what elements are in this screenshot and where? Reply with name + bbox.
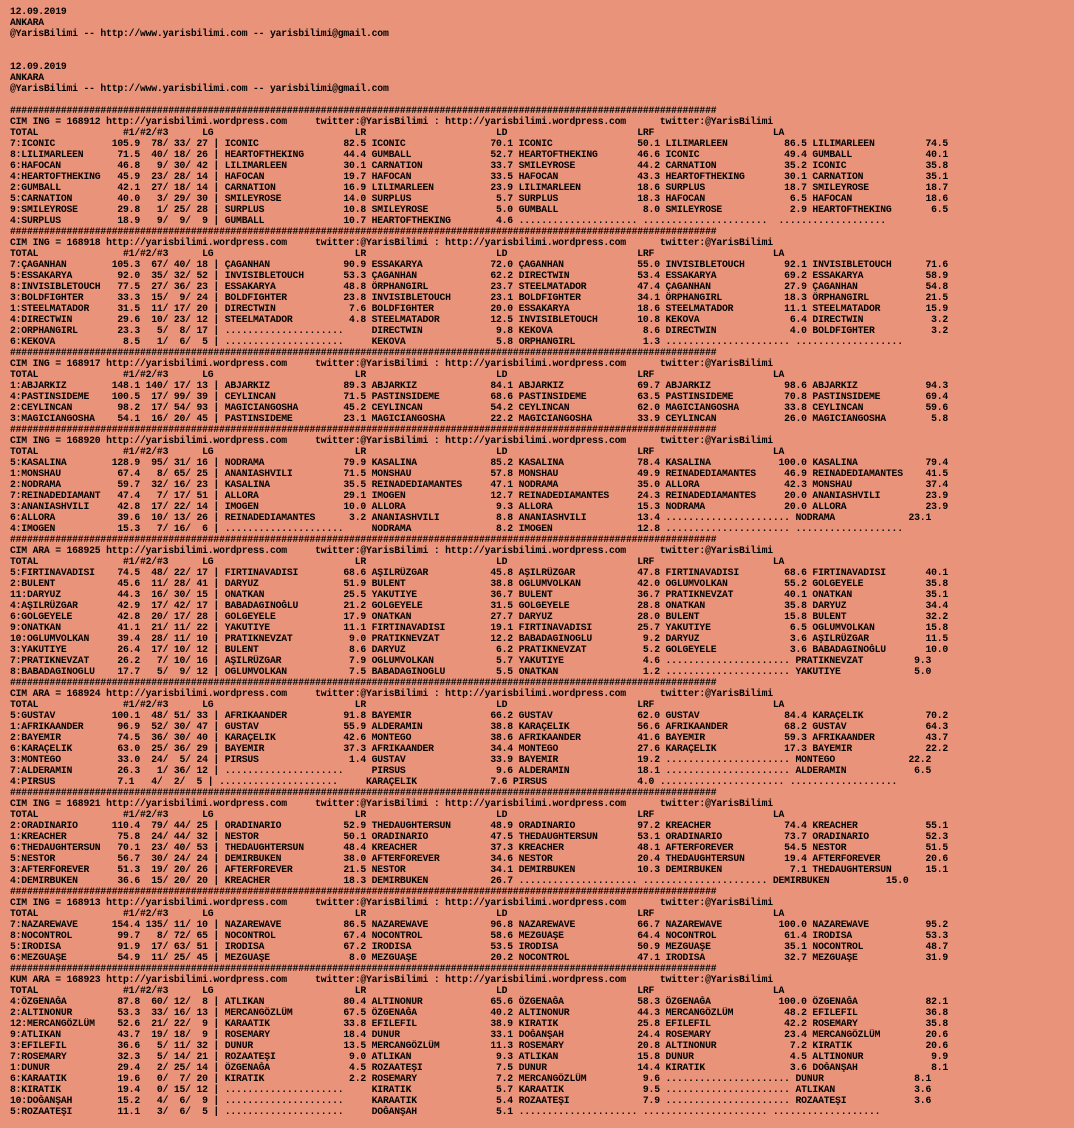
report-line: 6:KARAÇELIK 63.0 25/ 36/ 29 | BAYEMIR 37.3 AFRIKAANDER 34.4 MONTEGO 27.6 KARAÇELIK 17.3 BAYEMIR 22.2 xyxy=(10,743,949,754)
report-line: ANKARA xyxy=(10,72,44,83)
report-line: 12:MERCANGÖZLÜM 52.6 21/ 22/ 9 | KARAATIK 33.8 EFILEFIL 38.9 KIRATIK 25.8 EFILEFIL 42.2 ROSEMARY 35.8 xyxy=(10,1018,949,1029)
report-line: 10:DOĞANŞAH 15.2 4/ 6/ 9 | ..................... KARAATIK 5.4 ROZAATEŞI 7.9 ...................... ROZAATEŞI 3.6 xyxy=(10,1095,932,1106)
report-line: 4:PIRSUS 7.1 4/ 2/ 5 | ..................... KARAÇELIK 7.6 PIRSUS 4.0 ...................... ................... xyxy=(10,776,898,787)
report-line: 5:GUSTAV 100.1 48/ 51/ 33 | AFRIKAANDER 91.8 BAYEMIR 66.2 GUSTAV 62.0 GUSTAV 84.4 KARAÇELIK 70.2 xyxy=(10,710,949,721)
report-line: ANKARA xyxy=(10,17,44,28)
report-line: CIM ING = 168920 http://yarisbilimi.wordpress.com twitter:@YarisBilimi : http://yarisbilimi.wordpress.com twitter:@YarisBilimi xyxy=(10,435,773,446)
report-line: CIM ING = 168921 http://yarisbilimi.wordpress.com twitter:@YarisBilimi : http://yarisbilimi.wordpress.com twitter:@YarisBilimi xyxy=(10,798,773,809)
report-line: 7:NAZAREWAVE 154.4 135/ 11/ 10 | NAZAREWAVE 86.5 NAZAREWAVE 96.8 NAZAREWAVE 66.7 NAZAREWAVE 100.0 NAZAREWAVE 95.2 xyxy=(10,919,949,930)
report-line: CIM ARA = 168925 http://yarisbilimi.wordpress.com twitter:@YarisBilimi : http://yarisbilimi.wordpress.com twitter:@YarisBilimi xyxy=(10,545,773,556)
report-line: 4:HEARTOFTHEKING 45.9 23/ 28/ 14 | HAFOCAN 19.7 HAFOCAN 33.5 HAFOCAN 43.3 HEARTOFTHEKING 30.1 CARNATION 35.1 xyxy=(10,171,949,182)
separator-line: ############################################################################################################################# xyxy=(10,963,717,974)
report-line: 4:DIRECTWIN 29.6 10/ 23/ 12 | STEELMATADOR 4.8 STEELMATADOR 12.5 INVISIBLETOUCH 10.8 KEKOVA 6.4 DIRECTWIN 3.2 xyxy=(10,314,949,325)
report-line: 2:NODRAMA 59.7 32/ 16/ 23 | KASALINA 35.5 REINADEDIAMANTES 47.1 NODRAMA 35.0 ALLORA 42.3 MONSHAU 37.4 xyxy=(10,479,949,490)
report-line: 6:HAFOCAN 46.8 9/ 30/ 42 | LILIMARLEEN 30.1 CARNATION 33.7 SMILEYROSE 44.2 CARNATION 35.2 ICONIC 35.8 xyxy=(10,160,949,171)
report-line: 1:STEELMATADOR 31.5 11/ 17/ 20 | DIRECTWIN 7.6 BOLDFIGHTER 20.0 ESSAKARYA 18.6 STEELMATADOR 11.1 STEELMATADOR 15.9 xyxy=(10,303,949,314)
report-line: CIM ING = 168917 http://yarisbilimi.wordpress.com twitter:@YarisBilimi : http://yarisbilimi.wordpress.com twitter:@YarisBilimi xyxy=(10,358,773,369)
report-line: 7:ROSEMARY 32.3 5/ 14/ 21 | ROZAATEŞI 9.0 ATLIKAN 9.3 ATLIKAN 15.8 DUNUR 4.5 ALTINONUR 9.9 xyxy=(10,1051,949,1062)
report-line: 9:SMILEYROSE 29.8 1/ 25/ 28 | SURPLUS 10.8 SMILEYROSE 5.0 GUMBALL 8.0 SMILEYROSE 2.9 HEARTOFTHEKING 6.5 xyxy=(10,204,949,215)
separator-line: ############################################################################################################################# xyxy=(10,424,717,435)
report-line: 1:KREACHER 75.8 24/ 44/ 32 | NESTOR 50.1 ORADINARIO 47.5 THEDAUGHTERSUN 53.1 ORADINARIO 73.7 ORADINARIO 52.3 xyxy=(10,831,949,842)
report-line: 12.09.2019 xyxy=(10,6,67,17)
report-line: TOTAL #1/#2/#3 LG LR LD LRF LA xyxy=(10,127,785,138)
report-line: TOTAL #1/#2/#3 LG LR LD LRF LA xyxy=(10,369,785,380)
report-line: 5:CARNATION 40.0 3/ 29/ 30 | SMILEYROSE 14.0 SURPLUS 5.7 SURPLUS 18.3 HAFOCAN 6.5 HAFOCAN 18.6 xyxy=(10,193,949,204)
report-line: 6:THEDAUGHTERSUN 70.1 23/ 40/ 53 | THEDAUGHTERSUN 48.4 KREACHER 37.3 KREACHER 48.1 AFTERFOREVER 54.5 NESTOR 51.5 xyxy=(10,842,949,853)
report-line: 2:GUMBALL 42.1 27/ 18/ 14 | CARNATION 16.9 LILIMARLEEN 23.9 LILIMARLEEN 18.6 SURPLUS 18.7 SMILEYROSE 18.7 xyxy=(10,182,949,193)
report-line: 2:ORPHANGIRL 23.3 5/ 8/ 17 | ..................... DIRECTWIN 9.8 KEKOVA 8.6 DIRECTWIN 4.0 BOLDFIGHTER 3.2 xyxy=(10,325,949,336)
report-line: 3:MAGICIANGOSHA 54.1 16/ 20/ 45 | PASTINSIDEME 23.1 MAGICIANGOSHA 22.2 MAGICIANGOSHA 33.9 CEYLINCAN 26.0 MAGICIANGOSHA 5.8 xyxy=(10,413,949,424)
report-line: 1:AFRIKAANDER 96.9 52/ 30/ 47 | GUSTAV 55.9 ALDERAMIN 38.8 KARAÇELIK 56.6 AFRIKAANDER 68.2 GUSTAV 64.3 xyxy=(10,721,949,732)
report-line xyxy=(10,39,1074,50)
report-line: 1:DUNUR 29.4 2/ 25/ 14 | ÖZGENAĞA 4.5 ROZAATEŞI 7.5 DUNUR 14.4 KIRATIK 3.6 DOĞANŞAH 8.1 xyxy=(10,1062,949,1073)
report-line xyxy=(10,50,1074,61)
report-line: 2:BAYEMIR 74.5 36/ 30/ 40 | KARAÇELIK 42.6 MONTEGO 38.6 AFRIKAANDER 41.6 BAYEMIR 59.3 AFRIKAANDER 43.7 xyxy=(10,732,949,743)
report-line: 6:KEKOVA 8.5 1/ 6/ 5 | ..................... KEKOVA 5.8 ORPHANGIRL 1.3 ...................... ................... xyxy=(10,336,903,347)
report-line: TOTAL #1/#2/#3 LG LR LD LRF LA xyxy=(10,446,785,457)
report-line: 4:PASTINSIDEME 100.5 17/ 99/ 39 | CEYLINCAN 71.5 PASTINSIDEME 68.6 PASTINSIDEME 63.5 PASTINSIDEME 70.8 PASTINSIDEME 69.4 xyxy=(10,391,949,402)
report-line: 2:CEYLINCAN 98.2 17/ 54/ 93 | MAGICIANGOSHA 45.2 CEYLINCAN 54.2 CEYLINCAN 62.0 MAGICIANGOSHA 33.8 CEYLINCAN 59.6 xyxy=(10,402,949,413)
report-line: 3:BOLDFIGHTER 33.3 15/ 9/ 24 | BOLDFIGHTER 23.8 INVISIBLETOUCH 23.1 BOLDFIGHTER 34.1 ÖRPHANGIRL 18.3 ÖRPHANGIRL 21.5 xyxy=(10,292,949,303)
report-line: 7:ÇAGANHAN 105.3 67/ 40/ 18 | ÇAGANHAN 90.9 ESSAKARYA 72.0 ÇAGANHAN 55.0 INVISIBLETOUCH 92.1 INVISIBLETOUCH 71.6 xyxy=(10,259,949,270)
report-line: 7:ALDERAMIN 26.3 1/ 36/ 12 | ..................... PIRSUS 9.6 ALDERAMIN 18.1 ...................... ALDERAMIN 6.5 xyxy=(10,765,932,776)
report-line: TOTAL #1/#2/#3 LG LR LD LRF LA xyxy=(10,985,785,996)
report-line: 9:ATLIKAN 43.7 19/ 18/ 9 | ROSEMARY 18.4 DUNUR 33.1 DOĞANŞAH 24.4 ROSEMARY 23.4 MERCANGÖZLÜM 20.6 xyxy=(10,1029,949,1040)
report-line: 2:BULENT 45.6 11/ 28/ 41 | DARYUZ 51.9 BULENT 38.8 OGLUMVOLKAN 42.0 OGLUMVOLKAN 55.2 GOLGEYELE 35.8 xyxy=(10,578,949,589)
report-line: 9:ONATKAN 41.1 21/ 11/ 22 | YAKUTIYE 11.1 FIRTINAVADISI 19.1 FIRTINAVADISI 25.7 YAKUTIYE 6.5 OGLUMVOLKAN 15.8 xyxy=(10,622,949,633)
report-line: 8:INVISIBLETOUCH 77.5 27/ 36/ 23 | ESSAKARYA 48.8 ÖRPHANGIRL 23.7 STEELMATADOR 47.4 ÇAGANHAN 27.9 ÇAGANHAN 54.8 xyxy=(10,281,949,292)
separator-line: ############################################################################################################################# xyxy=(10,226,717,237)
separator-line: ############################################################################################################################# xyxy=(10,534,717,545)
report-line: 8:LILIMARLEEN 71.5 40/ 18/ 26 | HEARTOFTHEKING 44.4 GUMBALL 52.7 HEARTOFTHEKING 46.6 ICONIC 49.4 GUMBALL 40.1 xyxy=(10,149,949,160)
report-line: 5:ESSAKARYA 92.0 35/ 32/ 52 | INVISIBLETOUCH 53.3 ÇAGANHAN 62.2 DIRECTWIN 53.4 ESSAKARYA 69.2 ESSAKARYA 58.9 xyxy=(10,270,949,281)
report-line: 8:NOCONTROL 99.7 8/ 72/ 65 | NOCONTROL 67.4 NOCONTROL 58.6 MEZGUAŞE 64.4 NOCONTROL 61.4 IRODISA 53.3 xyxy=(10,930,949,941)
report-line: TOTAL #1/#2/#3 LG LR LD LRF LA xyxy=(10,556,785,567)
report-line: 5:KASALINA 128.9 95/ 31/ 16 | NODRAMA 79.9 KASALINA 85.2 KASALINA 78.4 KASALINA 100.0 KASALINA 79.4 xyxy=(10,457,949,468)
report-line: @YarisBilimi -- http://www.yarisbilimi.com -- yarisbilimi@gmail.com xyxy=(10,83,389,94)
report-line: 1:MONSHAU 67.4 8/ 65/ 25 | ANANIASHVILI 71.5 MONSHAU 57.8 MONSHAU 49.9 REINADEDIAMANTES 46.9 REINADEDIAMANTES 41.5 xyxy=(10,468,949,479)
report-line: 3:EFILEFIL 36.6 5/ 11/ 32 | DUNUR 13.5 MERCANGÖZLÜM 11.3 ROSEMARY 20.8 ALTINONUR 7.2 KIRATIK 20.6 xyxy=(10,1040,949,1051)
report-line: 4:SURPLUS 18.9 9/ 9/ 9 | GUMBALL 10.7 HEARTOFTHEKING 4.6 ..................... ...................... ................... xyxy=(10,215,886,226)
report-line: 6:ALLORA 39.6 10/ 13/ 26 | REINADEDIAMANTES 3.2 ANANIASHVILI 8.8 ANANIASHVILI 13.4 ...................... NODRAMA 23.1 xyxy=(10,512,932,523)
separator-line: ############################################################################################################################# xyxy=(10,347,717,358)
report-line: @YarisBilimi -- http://www.yarisbilimi.com -- yarisbilimi@gmail.com xyxy=(10,28,389,39)
separator-line: ############################################################################################################################# xyxy=(10,105,717,116)
report-line: 3:YAKUTIYE 26.4 17/ 10/ 12 | BULENT 8.6 DARYUZ 6.2 PRATIKNEVZAT 5.2 GOLGEYELE 3.6 BABADAGINOĞLU 10.0 xyxy=(10,644,949,655)
report-line: 5:FIRTINAVADISI 74.5 48/ 22/ 17 | FIRTINAVADISI 68.6 AŞILRÜZGAR 45.8 AŞILRÜZGAR 47.8 FIRTINAVADISI 68.6 FIRTINAVADISI 40.1 xyxy=(10,567,949,578)
report-line: CIM ING = 168912 http://yarisbilimi.wordpress.com twitter:@YarisBilimi : http://yarisbilimi.wordpress.com twitter:@YarisBilimi xyxy=(10,116,773,127)
report-line: 1:ABJARKIZ 148.1 140/ 17/ 13 | ABJARKIZ 89.3 ABJARKIZ 84.1 ABJARKIZ 69.7 ABJARKIZ 98.6 ABJARKIZ 94.3 xyxy=(10,380,949,391)
report-line: KUM ARA = 168923 http://yarisbilimi.wordpress.com twitter:@YarisBilimi : http://yarisbilimi.wordpress.com twitter:@YarisBilimi xyxy=(10,974,773,985)
report-line xyxy=(10,94,1074,105)
report-line: 5:IRODISA 91.9 17/ 63/ 51 | IRODISA 67.2 IRODISA 53.5 IRODISA 50.9 MEZGUAŞE 35.1 NOCONTROL 48.7 xyxy=(10,941,949,952)
report-line: CIM ING = 168918 http://yarisbilimi.wordpress.com twitter:@YarisBilimi : http://yarisbilimi.wordpress.com twitter:@YarisBilimi xyxy=(10,237,773,248)
report-line: 6:GOLGEYELE 42.8 20/ 17/ 28 | GOLGEYELE 17.9 ONATKAN 27.7 DARYUZ 28.0 BULENT 15.8 BULENT 32.2 xyxy=(10,611,949,622)
report-line: TOTAL #1/#2/#3 LG LR LD LRF LA xyxy=(10,908,785,919)
report-line: 6:MEZGUAŞE 54.9 11/ 25/ 45 | MEZGUAŞE 8.0 MEZGUAŞE 20.2 NOCONTROL 47.1 IRODISA 32.7 MEZGUAŞE 31.9 xyxy=(10,952,949,963)
report-line: 8:KIRATIK 19.4 0/ 15/ 12 | ..................... KIRATIK 5.7 KARAATIK 9.5 ...................... ATLIKAN 3.6 xyxy=(10,1084,932,1095)
separator-line: ############################################################################################################################# xyxy=(10,677,717,688)
report-line: 7:ICONIC 105.9 78/ 33/ 27 | ICONIC 82.5 ICONIC 70.1 ICONIC 50.1 LILIMARLEEN 86.5 LILIMARLEEN 74.5 xyxy=(10,138,949,149)
report-line: 3:ANANIASHVILI 42.8 17/ 22/ 14 | IMOGEN 10.0 ALLORA 9.3 ALLORA 15.3 NODRAMA 20.0 ALLORA 23.9 xyxy=(10,501,949,512)
report-line: 3:AFTERFOREVER 51.3 19/ 20/ 26 | AFTERFOREVER 21.5 NESTOR 34.1 DEMIRBUKEN 10.3 DEMIRBUKEN 7.1 THEDAUGHTERSUN 15.1 xyxy=(10,864,949,875)
report-line: CIM ING = 168913 http://yarisbilimi.wordpress.com twitter:@YarisBilimi : http://yarisbilimi.wordpress.com twitter:@YarisBilimi xyxy=(10,897,773,908)
report-line: 5:ROZAATEŞI 11.1 3/ 6/ 5 | ..................... DOĞANŞAH 5.1 ..................... ...................... ................... xyxy=(10,1106,881,1117)
report-line: 4:AŞILRÜZGAR 42.9 17/ 42/ 17 | BABADAGINOĞLU 21.2 GOLGEYELE 31.5 GOLGEYELE 28.8 ONATKAN 35.8 DARYUZ 34.4 xyxy=(10,600,949,611)
report-line: 2:ALTINONUR 53.3 33/ 16/ 13 | MERCANGÖZLÜM 67.5 ÖZGENAĞA 40.2 ALTINONUR 44.3 MERCANGÖZLÜM 48.2 EFILEFIL 36.8 xyxy=(10,1007,949,1018)
separator-line: ############################################################################################################################# xyxy=(10,787,717,798)
report-line: 2:ORADINARIO 110.4 79/ 44/ 25 | ORADINARIO 52.9 THEDAUGHTERSUN 48.9 ORADINARIO 97.2 KREACHER 74.4 KREACHER 55.1 xyxy=(10,820,949,831)
report-line: 7:REINADEDIAMANT 47.4 7/ 17/ 51 | ALLORA 29.1 IMOGEN 12.7 REINADEDIAMANTES 24.3 REINADEDIAMANTES 20.0 ANANIASHVILI 23.9 xyxy=(10,490,949,501)
report-line: TOTAL #1/#2/#3 LG LR LD LRF LA xyxy=(10,809,785,820)
report-line: 4:IMOGEN 15.3 7/ 16/ 6 | ..................... NODRAMA 8.2 IMOGEN 12.8 ...................... ................... xyxy=(10,523,903,534)
separator-line: ############################################################################################################################# xyxy=(10,886,717,897)
report-line: 12.09.2019 xyxy=(10,61,67,72)
report-line: 10:OGLUMVOLKAN 39.4 28/ 11/ 10 | PRATIKNEVZAT 9.0 PRATIKNEVZAT 12.2 BABADAGINOGLU 9.2 DARYUZ 3.6 AŞILRÜZGAR 11.5 xyxy=(10,633,949,644)
report-line: 5:NESTOR 56.7 30/ 24/ 24 | DEMIRBUKEN 38.0 AFTERFOREVER 34.6 NESTOR 20.4 THEDAUGHTERSUN 19.4 AFTERFOREVER 20.6 xyxy=(10,853,949,864)
report-line: TOTAL #1/#2/#3 LG LR LD LRF LA xyxy=(10,699,785,710)
report-line: 4:ÖZGENAĞA 87.8 60/ 12/ 8 | ATLIKAN 80.4 ALTINONUR 65.6 ÖZGENAĞA 58.3 ÖZGENAĞA 100.0 ÖZGENAĞA 82.1 xyxy=(10,996,949,1007)
report-line: 8:BABADAGINOGLU 17.7 5/ 9/ 12 | OGLUMVOLKAN 7.5 BABADAGINOGLU 5.5 ONATKAN 1.2 ...................... YAKUTIYE 5.0 xyxy=(10,666,932,677)
report-line: CIM ARA = 168924 http://yarisbilimi.wordpress.com twitter:@YarisBilimi : http://yarisbilimi.wordpress.com twitter:@YarisBilimi xyxy=(10,688,773,699)
report-line: 4:DEMIRBUKEN 36.6 15/ 20/ 20 | KREACHER 18.3 DEMIRBUKEN 26.7 ..................... ...................... DEMIRBUKEN 15.0 xyxy=(10,875,909,886)
report-line: 7:PRATIKNEVZAT 26.2 7/ 10/ 16 | AŞILRÜZGAR 7.9 OGLUMVOLKAN 5.7 YAKUTIYE 4.6 ...................... PRATIKNEVZAT 9.3 xyxy=(10,655,932,666)
report-line: 3:MONTEGO 33.0 24/ 5/ 24 | PIRSUS 1.4 GUSTAV 33.9 BAYEMIR 19.2 ...................... MONTEGO 22.2 xyxy=(10,754,932,765)
report-line: TOTAL #1/#2/#3 LG LR LD LRF LA xyxy=(10,248,785,259)
report-line: 11:DARYUZ 44.3 16/ 30/ 15 | ONATKAN 25.5 YAKUTIYE 36.7 BULENT 36.7 PRATIKNEVZAT 40.1 ONATKAN 35.1 xyxy=(10,589,949,600)
report-line: 6:KARAATIK 19.6 0/ 7/ 20 | KIRATIK 2.2 ROSEMARY 7.2 MERCANGÖZLÜM 9.6 ...................... DUNUR 8.1 xyxy=(10,1073,932,1084)
